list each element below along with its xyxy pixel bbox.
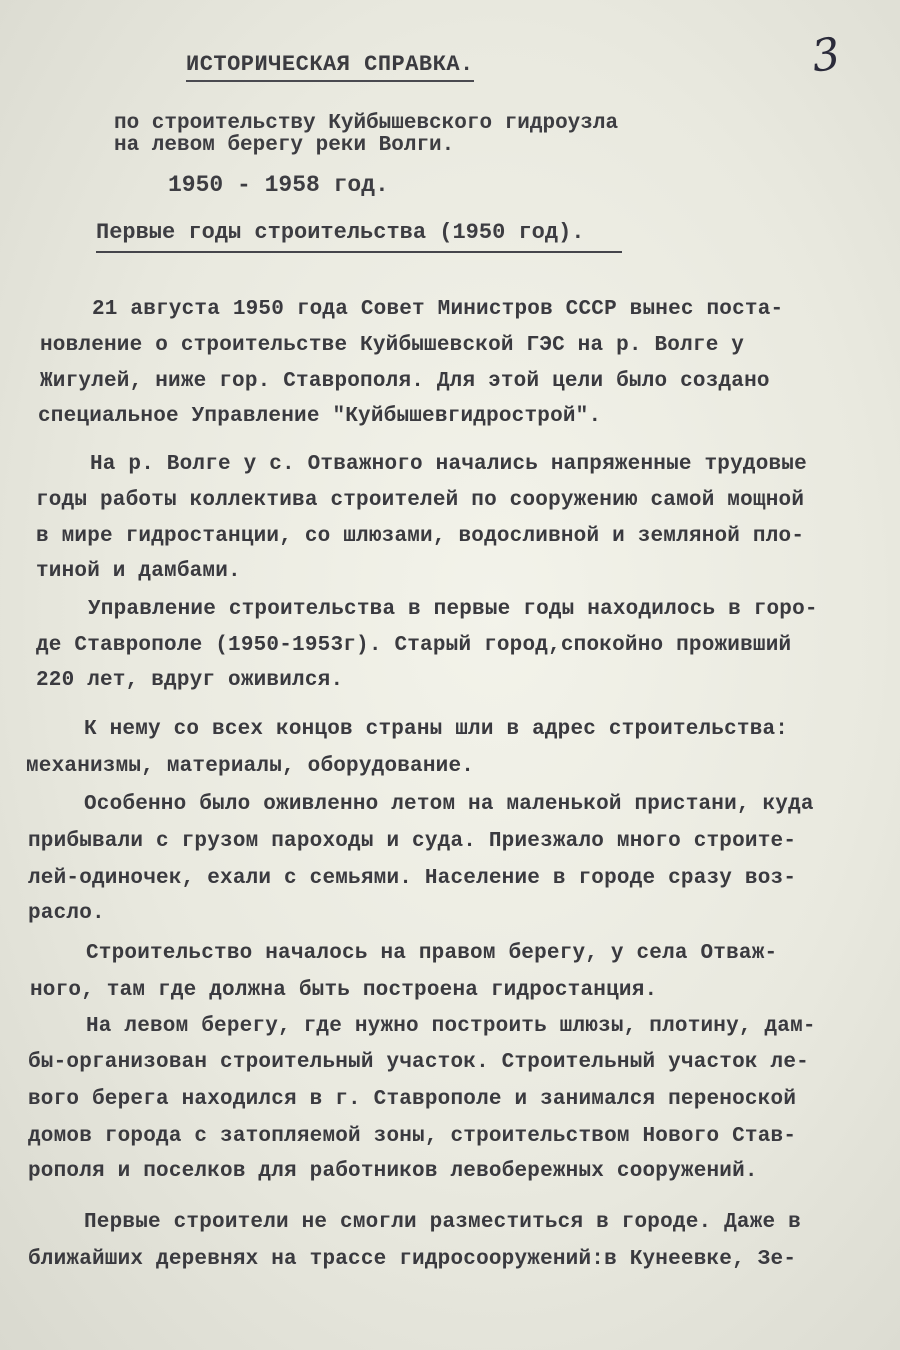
body-line: Строительство началось на правом берегу, у села Отваж- [86,942,778,965]
body-line: 21 августа 1950 года Совет Министров СССР вынес поста- [92,298,784,321]
body-line: специальное Управление "Куйбышевгидрострой". [38,405,602,428]
body-line: новление о строительстве Куйбышевской ГЭС на р. Волге у [40,334,745,357]
body-line: бы-организован строительный участок. Строительный участок ле- [28,1051,809,1074]
body-line: Особенно было оживленно летом на маленькой пристани, куда [84,793,814,816]
years-range: 1950 - 1958 год. [168,172,389,198]
body-line: домов города с затопляемой зоны, строительством Нового Став- [28,1125,797,1148]
body-line: На р. Волге у с. Отважного начались напряженные трудовые [90,453,807,476]
body-line: расло. [28,902,105,925]
body-line: ближайших деревнях на трассе гидросооружений:в Кунеевке, Зе- [28,1248,797,1271]
body-line: рополя и поселков для работников левобережных сооружений. [28,1160,758,1183]
body-line: механизмы, материалы, оборудование. [26,755,475,778]
subtitle-line-1: по строительству Куйбышевского гидроузла [114,112,619,135]
body-line: ного, там где должна быть построена гидростанция. [30,979,658,1002]
body-line: прибывали с грузом пароходы и суда. Приезжало много строите- [28,830,797,853]
body-line: де Ставрополе (1950-1953г). Старый город,спокойно проживший [36,634,792,657]
body-line: вого берега находился в г. Ставрополе и занимался переноской [28,1088,797,1111]
body-line: Первые строители не смогли разместиться в городе. Даже в [84,1211,801,1234]
body-line: 220 лет, вдруг оживился. [36,669,344,692]
body-line: лей-одиночек, ехали с семьями. Население в городе сразу воз- [28,867,797,890]
body-line: годы работы коллектива строителей по сооружению самой мощной [36,489,805,512]
body-line: К нему со всех концов страны шли в адрес строительства: [84,718,789,741]
subtitle-line-2: на левом берегу реки Волги. [114,134,455,157]
body-line: Жигулей, ниже гор. Ставрополя. Для этой цели было создано [40,370,770,393]
body-line: тиной и дамбами. [36,560,241,583]
body-line: в мире гидростанции, со шлюзами, водосливной и земляной пло- [36,525,805,548]
document-title: ИСТОРИЧЕСКАЯ СПРАВКА. [186,52,474,82]
body-line: На левом берегу, где нужно построить шлюзы, плотину, дам- [86,1015,816,1038]
section-heading: Первые годы строительства (1950 год). [96,220,622,253]
page-number: 3 [808,28,844,83]
body-line: Управление строительства в первые годы находилось в горо- [88,598,818,621]
